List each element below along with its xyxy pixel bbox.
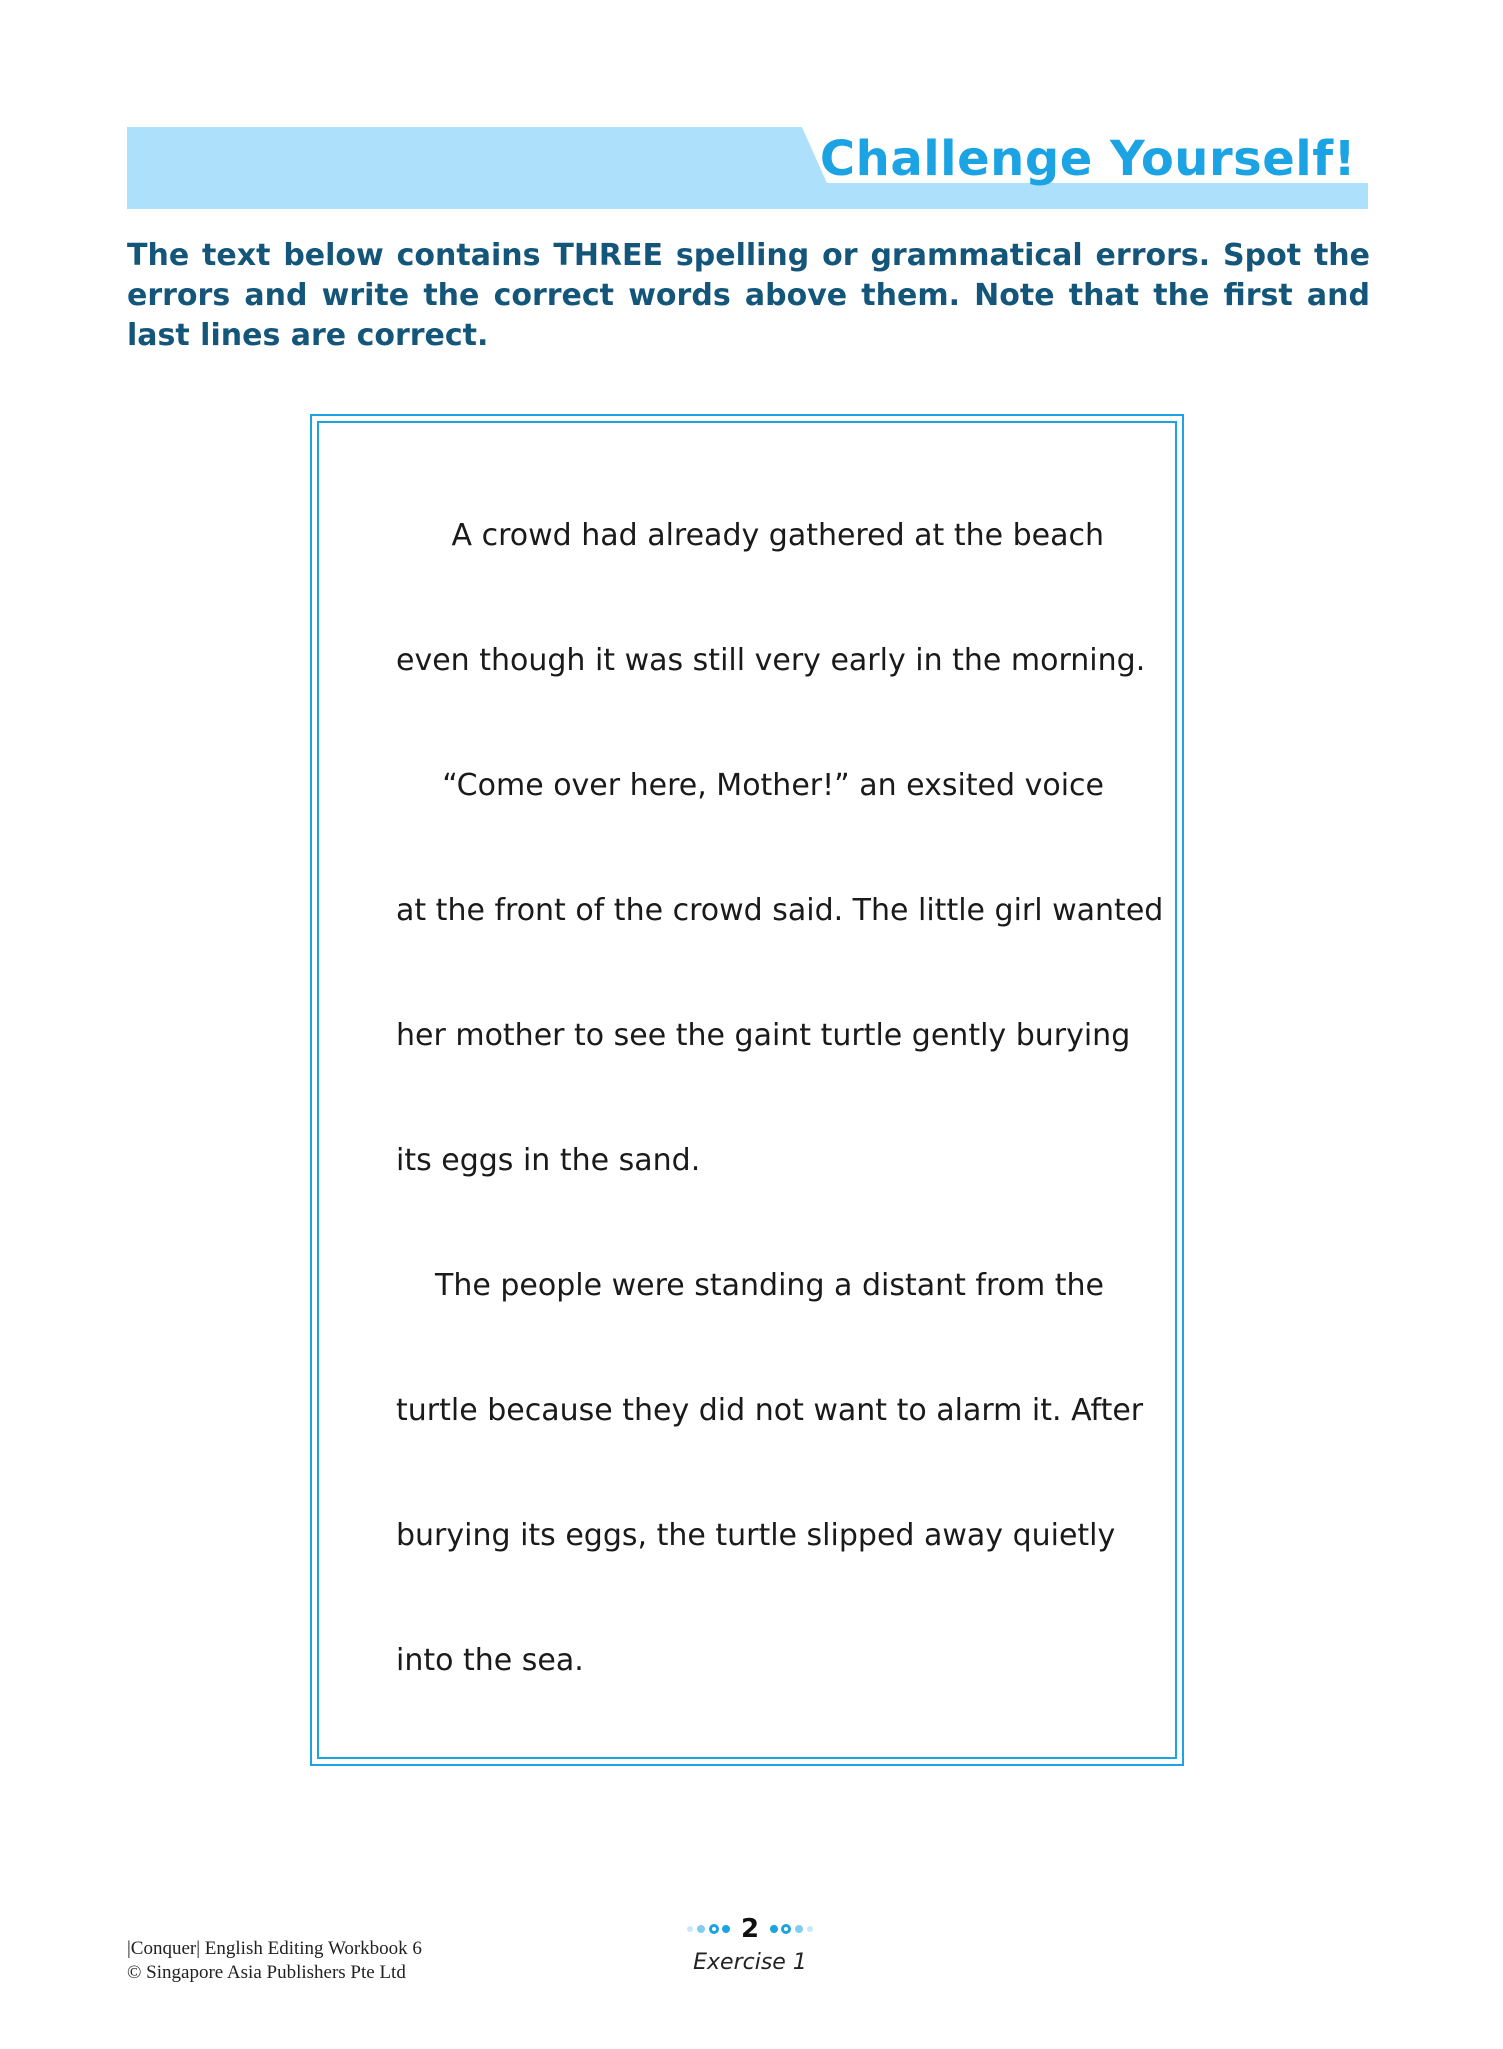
header-band <box>127 127 1368 209</box>
passage-line-5: her mother to see the gaint turtle gently burying <box>396 1018 1131 1053</box>
exercise-label: Exercise 1 <box>693 1950 807 1975</box>
passage-line-4: at the front of the crowd said. The little girl wanted <box>396 893 1164 928</box>
page-title: Challenge Yourself! <box>819 131 1356 187</box>
passage-line-8: turtle because they did not want to alarm it. After <box>396 1393 1144 1428</box>
instructions-text: The text below contains THREE spelling or grammatical errors. Spot the errors and write the correct words above them. Note that the first and last lines are correct. <box>127 238 1370 353</box>
dots-right-icon <box>769 1921 815 1937</box>
footer-page-marker <box>650 1914 850 1975</box>
page-number: 2 <box>740 1914 760 1944</box>
dots-left-icon <box>685 1921 731 1937</box>
passage-line-3: “Come over here, Mother!” an exsited voice <box>442 768 1104 803</box>
passage-inner-border <box>317 421 1177 1759</box>
footer-series-title: |Conquer| English Editing Workbook 6 <box>127 1938 422 1959</box>
passage-line-2: even though it was still very early in the morning. <box>396 643 1146 678</box>
passage-box <box>310 414 1184 1766</box>
footer-copyright: © Singapore Asia Publishers Pte Ltd <box>127 1962 406 1983</box>
passage-line-1: A crowd had already gathered at the beach <box>451 518 1104 553</box>
passage-line-9: burying its eggs, the turtle slipped away quietly <box>396 1518 1116 1553</box>
footer-credits <box>127 1937 422 1985</box>
passage-line-10: into the sea. <box>396 1643 584 1678</box>
passage-line-7: The people were standing a distant from the <box>435 1268 1104 1303</box>
passage-line-6: its eggs in the sand. <box>396 1143 701 1178</box>
